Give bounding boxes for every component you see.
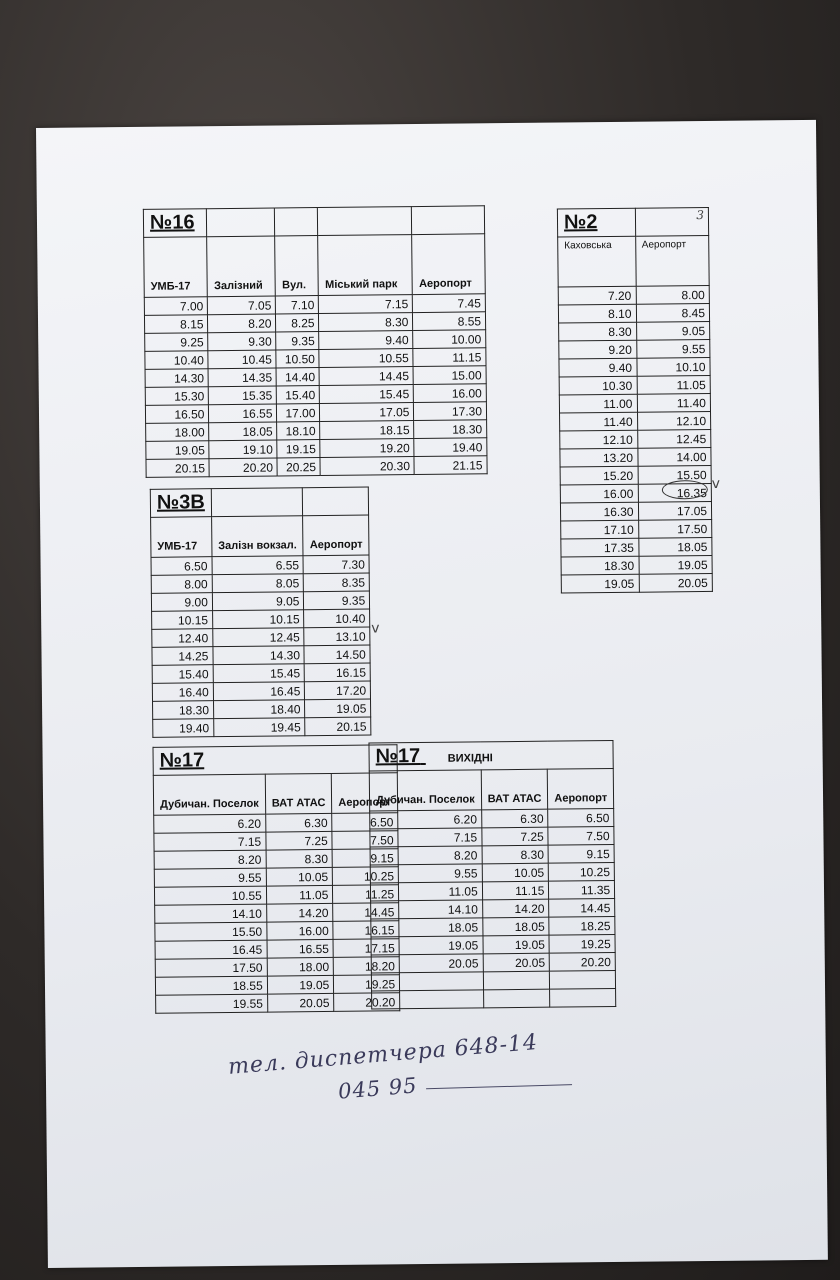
table-cell: 10.15 (212, 610, 304, 629)
table-cell: 19.05 (371, 936, 483, 955)
table-cell: 14.45 (549, 898, 615, 917)
table-row (152, 663, 370, 683)
table-row (558, 285, 709, 305)
table-cell: 19.05 (561, 574, 639, 593)
table-cell: 10.25 (549, 862, 615, 881)
table-cell: 18.00 (146, 423, 210, 442)
route17w-header-2: Аеропорт (548, 768, 614, 809)
table-cell: 12.10 (560, 430, 638, 449)
table-cell: 19.40 (414, 438, 487, 457)
table-cell: 17.10 (561, 520, 639, 539)
table-row (559, 321, 710, 341)
table-cell: 14.30 (213, 646, 305, 665)
table-cell: 17.30 (414, 402, 487, 421)
table-cell: 11.35 (549, 880, 615, 899)
table-cell: 16.00 (267, 921, 334, 940)
route-2-title: №2 (557, 208, 635, 237)
table-cell: 8.45 (636, 303, 710, 322)
paper-sheet (36, 120, 828, 1268)
table-row (152, 627, 370, 647)
table-row (559, 339, 710, 359)
table-cell: 17.35 (561, 538, 639, 557)
table-cell: 6.30 (481, 809, 548, 828)
table-cell: 8.20 (208, 314, 276, 333)
table-cell: 15.35 (209, 386, 277, 405)
table-cell: 20.20 (209, 458, 277, 477)
table-cell: 16.00 (414, 384, 487, 403)
pen-check-mark-2: v (371, 620, 380, 637)
table-cell: 13.10 (304, 627, 370, 646)
table-cell: 14.40 (276, 368, 319, 386)
table-cell: 6.55 (212, 556, 304, 575)
table-cell: 18.05 (371, 918, 483, 937)
table-cell: 12.45 (637, 429, 711, 448)
table-row (153, 717, 371, 737)
table-cell: 8.30 (319, 313, 413, 332)
table-cell: 19.05 (639, 555, 713, 574)
table-cell: 14.20 (266, 903, 333, 922)
table-row (152, 681, 370, 701)
table-cell: 14.10 (155, 904, 267, 923)
table-cell: 19.05 (267, 975, 334, 994)
route-17-weekend-title: №17 (375, 745, 421, 768)
table-cell: 9.25 (145, 333, 209, 352)
table-cell: 14.45 (320, 367, 414, 386)
handwritten-dispatcher-phone: тел. диспетчера 648-14 (227, 1029, 539, 1080)
table-cell: 17.00 (277, 404, 320, 422)
table-cell: 17.50 (638, 519, 712, 538)
route16-header-0: УМБ-17 (144, 237, 208, 298)
table-cell: 15.45 (213, 664, 305, 683)
table-cell: 18.00 (267, 957, 334, 976)
route16-header-1: Залізний (207, 236, 276, 297)
table-cell: 19.15 (277, 440, 320, 458)
table-cell: 7.15 (319, 295, 413, 314)
table-cell: 10.15 (152, 611, 213, 630)
table-cell: 9.15 (332, 849, 398, 868)
table-cell: 17.05 (638, 501, 712, 520)
table-row (151, 555, 369, 575)
route2-header-1: Аеропорт (635, 235, 709, 286)
table-row (152, 645, 370, 665)
table-cell: 19.25 (549, 934, 615, 953)
table-cell (550, 970, 616, 989)
table-cell: 20.25 (277, 458, 320, 476)
table-cell: 10.45 (208, 350, 276, 369)
table-cell: 20.05 (639, 573, 713, 592)
table-cell: 18.05 (482, 917, 549, 936)
table-cell: 11.05 (637, 375, 711, 394)
table-cell: 12.40 (152, 629, 213, 648)
table-cell: 20.05 (371, 954, 483, 973)
table-cell: 11.15 (482, 881, 549, 900)
table-cell: 7.25 (266, 831, 333, 850)
table-row (559, 357, 710, 377)
route17-header-0: Дубичан. Поселок (153, 774, 265, 815)
table-cell: 18.55 (155, 976, 267, 995)
table-row (560, 447, 711, 467)
table-cell: 16.35 (638, 483, 712, 502)
table-cell: 6.50 (332, 813, 398, 832)
table-cell: 16.15 (305, 663, 371, 682)
table-cell: 19.10 (209, 440, 277, 459)
table-cell: 10.50 (276, 350, 319, 368)
table-row (561, 555, 712, 575)
table-cell: 15.50 (638, 465, 712, 484)
table-cell: 12.45 (213, 628, 305, 647)
table-cell (372, 990, 484, 1009)
table-cell: 9.55 (370, 864, 482, 883)
table-row (151, 591, 369, 611)
table-cell: 8.20 (370, 846, 482, 865)
table-cell: 20.20 (549, 952, 615, 971)
table-cell: 10.25 (333, 867, 399, 886)
table-cell: 16.45 (213, 682, 305, 701)
table-cell: 9.20 (559, 340, 637, 359)
table-cell: 20.15 (146, 459, 210, 478)
route17-header-1: ВАТ АТАС (265, 773, 332, 814)
handwritten-number: 045 95 (337, 1073, 419, 1104)
table-row (153, 699, 371, 719)
table-cell: 15.40 (152, 665, 213, 684)
table-cell: 9.55 (154, 868, 266, 887)
table-cell: 8.55 (413, 312, 486, 331)
table-cell: 17.50 (155, 958, 267, 977)
table-row (156, 993, 400, 1014)
table-cell: 9.35 (304, 591, 370, 610)
route3v-header-2: Аеропорт (303, 515, 369, 556)
table-cell: 18.10 (277, 422, 320, 440)
table-cell: 18.30 (561, 556, 639, 575)
table-cell: 11.05 (370, 882, 482, 901)
table-cell: 18.05 (638, 537, 712, 556)
table-cell: 19.45 (214, 718, 306, 737)
table-cell (483, 971, 550, 990)
table-cell: 10.05 (266, 867, 333, 886)
table-cell: 10.30 (559, 376, 637, 395)
table-cell: 18.20 (334, 957, 400, 976)
route-16-title: №16 (143, 209, 207, 238)
route-3v-title: №3В (150, 489, 211, 518)
table-cell: 7.05 (208, 296, 276, 315)
route16-header-3: Міський парк (318, 235, 413, 296)
table-cell: 19.20 (320, 439, 414, 458)
table-cell: 6.50 (151, 557, 212, 576)
table-cell: 17.15 (333, 939, 399, 958)
table-cell: 16.40 (152, 683, 213, 702)
table-row (560, 429, 711, 449)
table-cell: 16.45 (155, 940, 267, 959)
route3v-header-0: УМБ-17 (151, 517, 212, 558)
table-cell: 9.30 (208, 332, 276, 351)
table-cell: 21.15 (414, 456, 487, 475)
table-cell: 10.40 (304, 609, 370, 628)
table-cell: 19.55 (156, 994, 268, 1013)
table-cell: 8.25 (276, 314, 319, 332)
table-cell: 8.15 (144, 315, 208, 334)
route-17-weekend-table (368, 740, 616, 1010)
table-cell: 11.15 (413, 348, 486, 367)
table-cell (550, 988, 616, 1007)
table-cell: 19.40 (153, 719, 214, 738)
table-row (151, 573, 369, 593)
handwritten-underline (426, 1084, 572, 1089)
table-cell: 10.10 (636, 357, 710, 376)
table-cell: 16.55 (209, 404, 277, 423)
route-2-table (557, 207, 713, 594)
route17-header-2: Аеропорт (332, 773, 398, 814)
table-cell: 8.35 (304, 573, 370, 592)
table-cell: 8.30 (559, 322, 637, 341)
table-row (146, 456, 487, 478)
table-row (560, 501, 711, 521)
table-row (558, 303, 709, 323)
table-cell: 7.10 (276, 296, 319, 314)
table-cell: 15.00 (413, 366, 486, 385)
table-cell (371, 972, 483, 991)
table-cell: 14.10 (371, 900, 483, 919)
table-cell: 15.50 (155, 922, 267, 941)
table-cell: 20.20 (334, 993, 400, 1012)
table-cell: 10.00 (413, 330, 486, 349)
table-row (560, 411, 711, 431)
table-cell: 6.50 (548, 808, 614, 827)
table-cell: 9.15 (548, 844, 614, 863)
table-cell: 14.35 (208, 368, 276, 387)
route-17-table (152, 744, 400, 1014)
table-cell: 11.05 (266, 885, 333, 904)
table-cell: 9.05 (636, 321, 710, 340)
route2-header-0: Каховська (558, 236, 636, 287)
table-cell: 8.30 (482, 845, 549, 864)
table-cell: 7.30 (303, 555, 369, 574)
route-16-table (143, 205, 488, 478)
table-cell: 17.20 (305, 681, 371, 700)
route-2-annotation: 3 (635, 207, 709, 236)
table-cell: 7.45 (413, 294, 486, 313)
route-17-weekend-subtitle: ВИХІДНІ (447, 752, 493, 765)
route-17-title: №17 (153, 745, 397, 776)
table-cell: 20.05 (483, 953, 550, 972)
table-cell: 15.40 (277, 386, 320, 404)
table-cell: 8.30 (266, 849, 333, 868)
table-cell: 18.15 (320, 421, 414, 440)
table-cell: 7.15 (370, 828, 482, 847)
table-cell: 7.20 (558, 286, 636, 305)
table-cell: 19.25 (334, 975, 400, 994)
table-cell: 18.25 (549, 916, 615, 935)
table-cell (483, 989, 550, 1008)
table-cell: 8.00 (636, 285, 710, 304)
table-cell: 16.55 (267, 939, 334, 958)
table-row (561, 519, 712, 539)
table-cell: 11.25 (333, 885, 399, 904)
table-cell: 20.30 (320, 457, 414, 476)
table-cell: 14.45 (333, 903, 399, 922)
table-cell: 10.05 (482, 863, 549, 882)
table-cell: 15.20 (560, 466, 638, 485)
table-cell: 9.40 (319, 331, 413, 350)
route16-header-2: Вул. (275, 236, 319, 296)
table-cell: 16.50 (145, 405, 209, 424)
table-cell: 14.00 (637, 447, 711, 466)
table-cell: 7.15 (154, 832, 266, 851)
table-cell: 11.40 (560, 412, 638, 431)
table-cell: 14.50 (304, 645, 370, 664)
table-cell: 7.25 (482, 827, 549, 846)
table-cell: 8.20 (154, 850, 266, 869)
pen-check-mark: v (711, 475, 721, 492)
table-cell: 20.05 (267, 993, 334, 1012)
table-cell: 7.00 (144, 297, 208, 316)
table-row (559, 375, 710, 395)
table-cell: 6.20 (370, 810, 482, 829)
table-cell: 18.30 (153, 701, 214, 720)
table-cell: 9.40 (559, 358, 637, 377)
table-cell: 9.05 (212, 592, 304, 611)
table-cell: 9.55 (636, 339, 710, 358)
table-cell: 14.20 (482, 899, 549, 918)
table-cell: 18.30 (414, 420, 487, 439)
table-row (561, 537, 712, 557)
table-cell: 14.30 (145, 369, 209, 388)
table-row (559, 393, 710, 413)
table-cell: 19.05 (305, 699, 371, 718)
table-cell: 16.15 (333, 921, 399, 940)
table-cell: 10.40 (145, 351, 209, 370)
table-cell: 13.20 (560, 448, 638, 467)
table-cell: 17.05 (320, 403, 414, 422)
route-17-weekend-title-cell (369, 740, 613, 771)
route17w-header-0: Дубичан. Поселок (369, 770, 481, 811)
table-cell: 16.30 (560, 502, 638, 521)
table-cell: 7.50 (332, 831, 398, 850)
table-cell: 9.35 (276, 332, 319, 350)
table-cell: 10.55 (319, 349, 413, 368)
table-cell: 14.25 (152, 647, 213, 666)
table-cell: 20.15 (305, 717, 371, 736)
table-cell: 19.05 (146, 441, 210, 460)
table-cell: 6.20 (154, 814, 266, 833)
table-row (561, 573, 712, 593)
table-row (152, 609, 370, 629)
table-cell: 12.10 (637, 411, 711, 430)
table-cell: 18.05 (209, 422, 277, 441)
table-cell: 11.00 (559, 394, 637, 413)
table-cell: 8.05 (212, 574, 304, 593)
table-cell: 10.55 (154, 886, 266, 905)
table-cell: 19.05 (483, 935, 550, 954)
table-cell: 18.40 (213, 700, 305, 719)
table-cell: 15.45 (320, 385, 414, 404)
table-cell: 9.00 (151, 593, 212, 612)
table-cell: 6.30 (265, 813, 332, 832)
table-cell: 15.30 (145, 387, 209, 406)
route16-header-4: Аеропорт (412, 234, 485, 295)
route17w-header-1: ВАТ АТАС (481, 769, 548, 810)
table-cell: 8.10 (558, 304, 636, 323)
table-cell: 11.40 (637, 393, 711, 412)
table-cell: 7.50 (548, 826, 614, 845)
route3v-header-1: Залізн вокзал. (211, 516, 303, 557)
table-cell: 16.00 (560, 484, 638, 503)
table-cell: 8.00 (151, 575, 212, 594)
table-row (372, 988, 616, 1009)
route-3v-table (150, 487, 372, 738)
